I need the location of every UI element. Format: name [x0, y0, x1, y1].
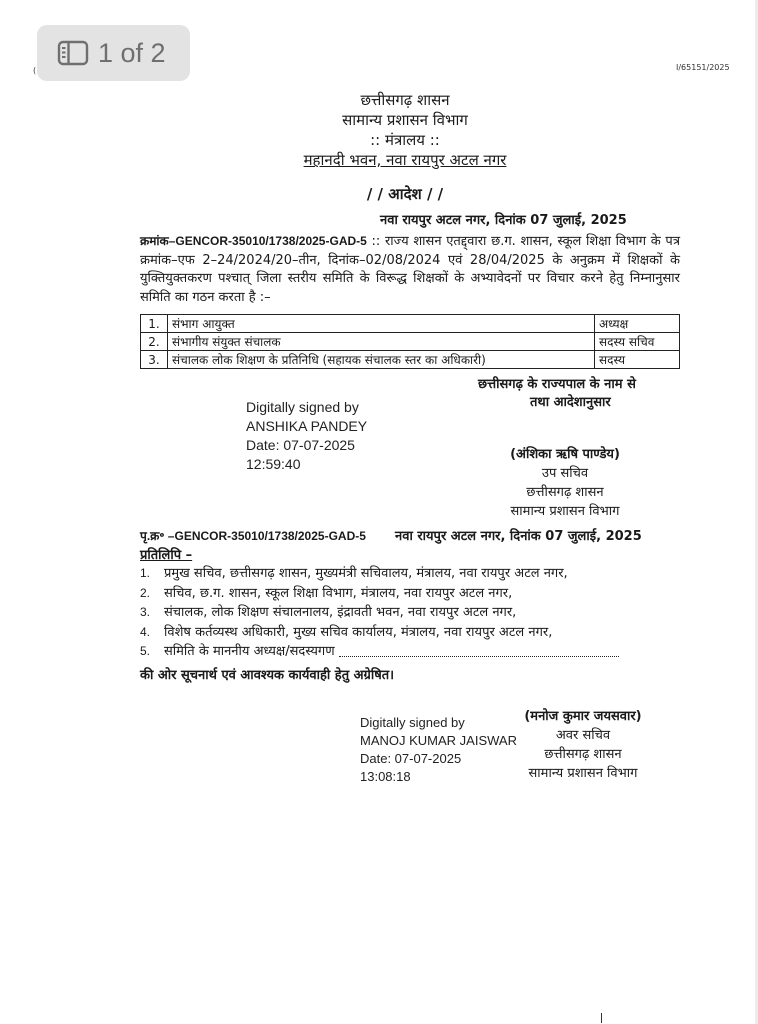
committee-row-member: संचालक लोक शिक्षण के प्रतिनिधि (सहायक संचालक स्तर का अधिकारी) — [168, 351, 595, 369]
order-place-date: नवा रायपुर अटल नगर, दिनांक 07 जुलाई, 2025 — [380, 213, 627, 228]
header-state-govt: छत्तीसगढ़ शासन — [360, 91, 450, 109]
copy-item-text: संचालक, लोक शिक्षण संचालनालय, इंद्रावती भवन, नवा रायपुर अटल नगर, — [164, 605, 517, 620]
page-bottom-mark — [601, 1013, 602, 1023]
copy-list-item — [140, 603, 680, 623]
signatory2-org1: छत्तीसगढ़ शासन — [544, 747, 622, 762]
digital-signature-1 — [246, 398, 367, 474]
dsig1-line4: 12:59:40 — [246, 456, 301, 472]
committee-table — [140, 314, 680, 369]
sidebar-panel-icon — [57, 40, 89, 66]
committee-row — [141, 333, 680, 351]
page-indicator[interactable] — [37, 25, 190, 81]
committee-row-role: सदस्य — [595, 351, 680, 369]
digital-signature-2 — [360, 714, 517, 786]
committee-row-member: संभाग आयुक्त — [168, 315, 595, 333]
header-address: महानदी भवन, नवा रायपुर अटल नगर — [303, 151, 507, 169]
endorsement-place-date: नवा रायपुर अटल नगर, दिनांक 07 जुलाई, 2025 — [395, 529, 642, 544]
copy-item-text: सचिव, छ.ग. शासन, स्कूल शिक्षा विभाग, मंत्रालय, नवा रायपुर अटल नगर, — [164, 585, 513, 601]
committee-row-number: 2. — [141, 333, 168, 351]
copy-item-number: 5. — [140, 644, 151, 658]
copy-item-text: विशेष कर्तव्यस्थ अधिकारी, मुख्य सचिव कार्यालय, मंत्रालय, नवा रायपुर अटल नगर, — [164, 624, 553, 640]
page-indicator-text: 1 of 2 — [98, 37, 166, 68]
copy-item-number: 4. — [140, 624, 151, 639]
committee-row-number: 3. — [141, 351, 168, 369]
copy-item-text: समिति के माननीय अध्यक्ष/सदस्यगण — [164, 644, 335, 659]
dotted-fill-line — [339, 646, 619, 657]
copy-item-text: प्रमुख सचिव, छत्तीसगढ़ शासन, मुख्यमंत्री सचिवालय, मंत्रालय, नवा रायपुर अटल नगर, — [164, 566, 568, 581]
copy-item-number: 1. — [140, 566, 151, 580]
dsig1-line3: Date: 07-07-2025 — [246, 437, 355, 453]
committee-row — [141, 351, 680, 369]
copy-item-number: 2. — [140, 585, 151, 600]
copy-list-item — [140, 564, 680, 584]
dsig2-line3: Date: 07-07-2025 — [360, 751, 462, 766]
copy-list — [140, 564, 680, 662]
signatory2-name: (मनोज कुमार जयसवार) — [524, 709, 642, 724]
signatory2-org2: सामान्य प्रशासन विभाग — [528, 766, 638, 781]
committee-row-member: संभागीय संयुक्त संचालक — [168, 333, 595, 351]
committee-row-role: सदस्य सचिव — [595, 333, 680, 351]
order-reference-number: क्रमांक–GENCOR-35010/1738/2025-GAD-5 — [140, 234, 367, 248]
header-department: सामान्य प्रशासन विभाग — [342, 111, 468, 129]
forward-line: की ओर सूचनार्थ एवं आवश्यक कार्यवाही हेतु अग्रेषित। — [140, 668, 395, 683]
signatory1-name: (अंशिका ऋषि पाण्डेय) — [510, 447, 620, 462]
left-margin-mark: ( — [33, 66, 37, 75]
dsig1-line1: Digitally signed by — [246, 399, 359, 415]
dsig2-line2: MANOJ KUMAR JAISWAR — [360, 733, 517, 748]
order-body-text: :: राज्य शासन एतद्द्वारा छ.ग. शासन, स्कूल शिक्षा विभाग के पत्र क्रमांक–एफ 2–24/2024/20–तीन, दिनांक–02/08/2024 एवं 28/04/2025 के अनुक्रम में शिक्षकों के युक्तियुक्तकरण पश्चात् जिला स्तरीय समिति के विरूद्ध शिक्षकों के अभ्यावेदनों पर विचार करने हेतु निम्नानुसार समिति का गठन करता है :– — [140, 234, 680, 305]
committee-row-number: 1. — [141, 315, 168, 333]
committee-row-role: अध्यक्ष — [595, 315, 680, 333]
by-order-line2: तथा आदेशानुसार — [530, 395, 611, 410]
signatory1-designation: उप सचिव — [541, 466, 589, 481]
header-ministry: :: मंत्रालय :: — [370, 131, 440, 149]
order-title: / / आदेश / / — [366, 185, 444, 203]
file-number: I/65151/2025 — [676, 63, 730, 72]
committee-row — [141, 315, 680, 333]
copy-list-item — [140, 584, 680, 604]
by-order-line1: छत्तीसगढ़ के राज्यपाल के नाम से — [478, 377, 636, 392]
signatory-1 — [490, 445, 640, 521]
signatory1-org2: सामान्य प्रशासन विभाग — [510, 504, 620, 519]
dsig2-line4: 13:08:18 — [360, 769, 411, 784]
copy-list-item — [140, 642, 680, 662]
signatory2-designation: अवर सचिव — [555, 728, 611, 743]
signatory-2 — [503, 707, 663, 783]
signatory1-org1: छत्तीसगढ़ शासन — [526, 485, 604, 500]
dsig2-line1: Digitally signed by — [360, 715, 465, 730]
copy-item-number: 3. — [140, 605, 151, 619]
dsig1-line2: ANSHIKA PANDEY — [246, 418, 368, 434]
endorsement-reference: पृ.क्र॰ –GENCOR-35010/1738/2025-GAD-5 — [140, 529, 366, 543]
order-body — [140, 232, 680, 307]
copy-list-item — [140, 623, 680, 643]
copy-title: प्रतिलिपि – — [140, 548, 193, 563]
